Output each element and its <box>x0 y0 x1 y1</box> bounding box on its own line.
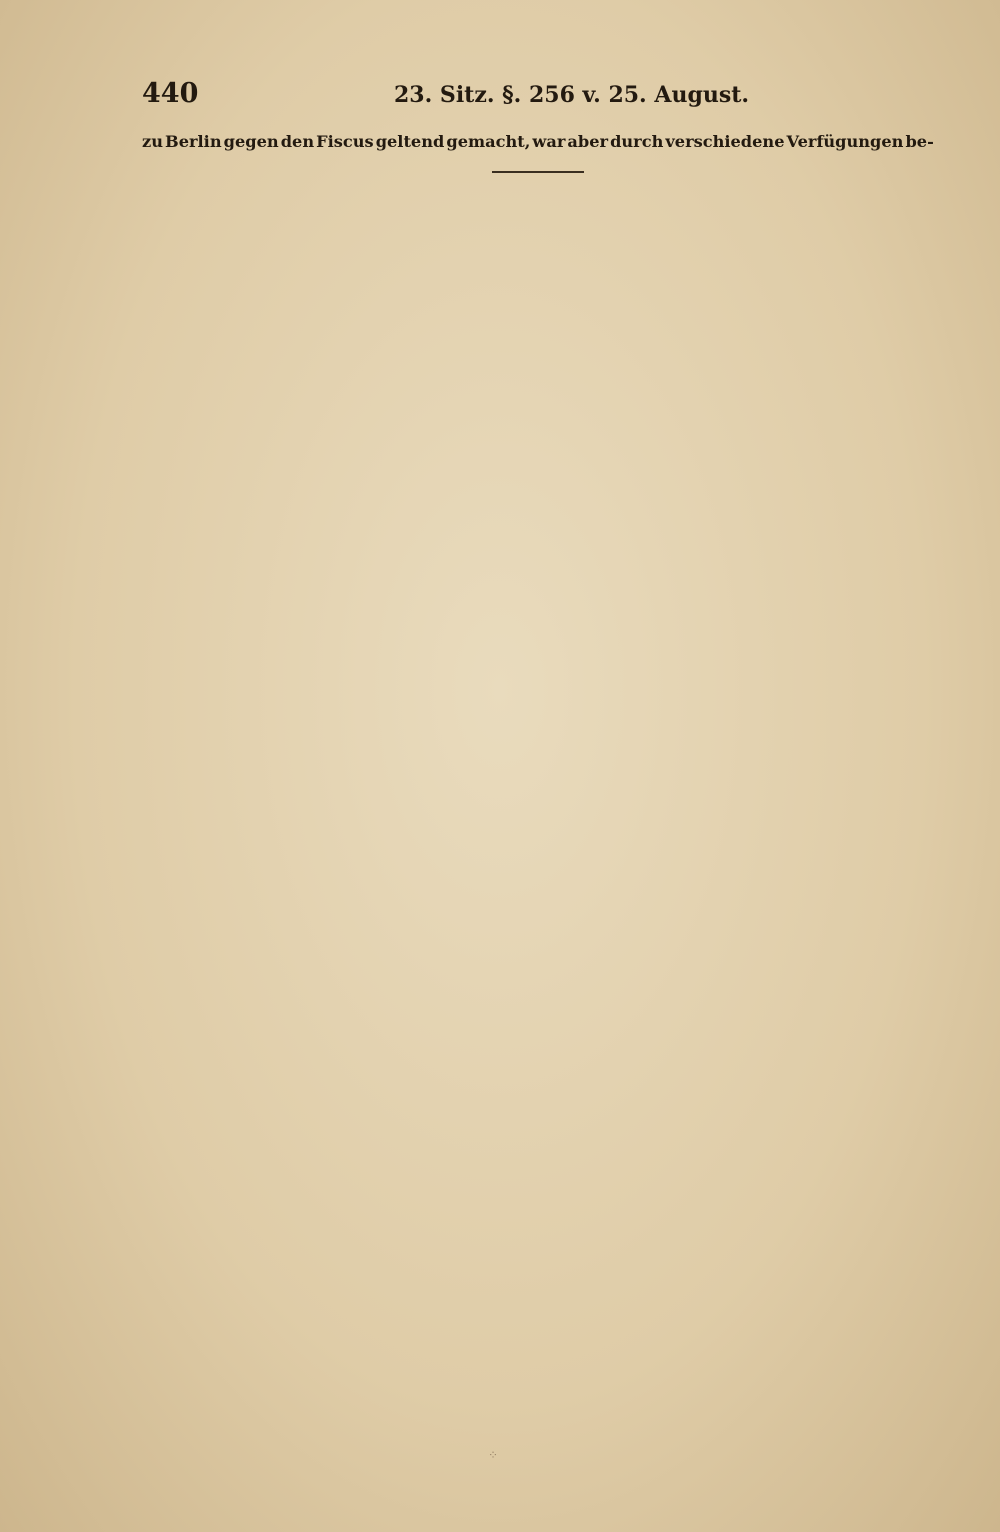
page-header <box>142 78 942 118</box>
page-body <box>142 128 934 185</box>
page-number: 440 <box>142 78 199 109</box>
text-line: zu Berlin gegen den Fiscus geltend gemacht, war aber durch verschiedene Verfügungen be- <box>142 132 934 151</box>
bleed-through-mark: ⁘ <box>488 1448 499 1462</box>
running-head: 23. Sitz. §. 256 v. 25. August. <box>394 82 750 108</box>
paragraph <box>142 128 934 157</box>
section-divider <box>492 171 584 173</box>
